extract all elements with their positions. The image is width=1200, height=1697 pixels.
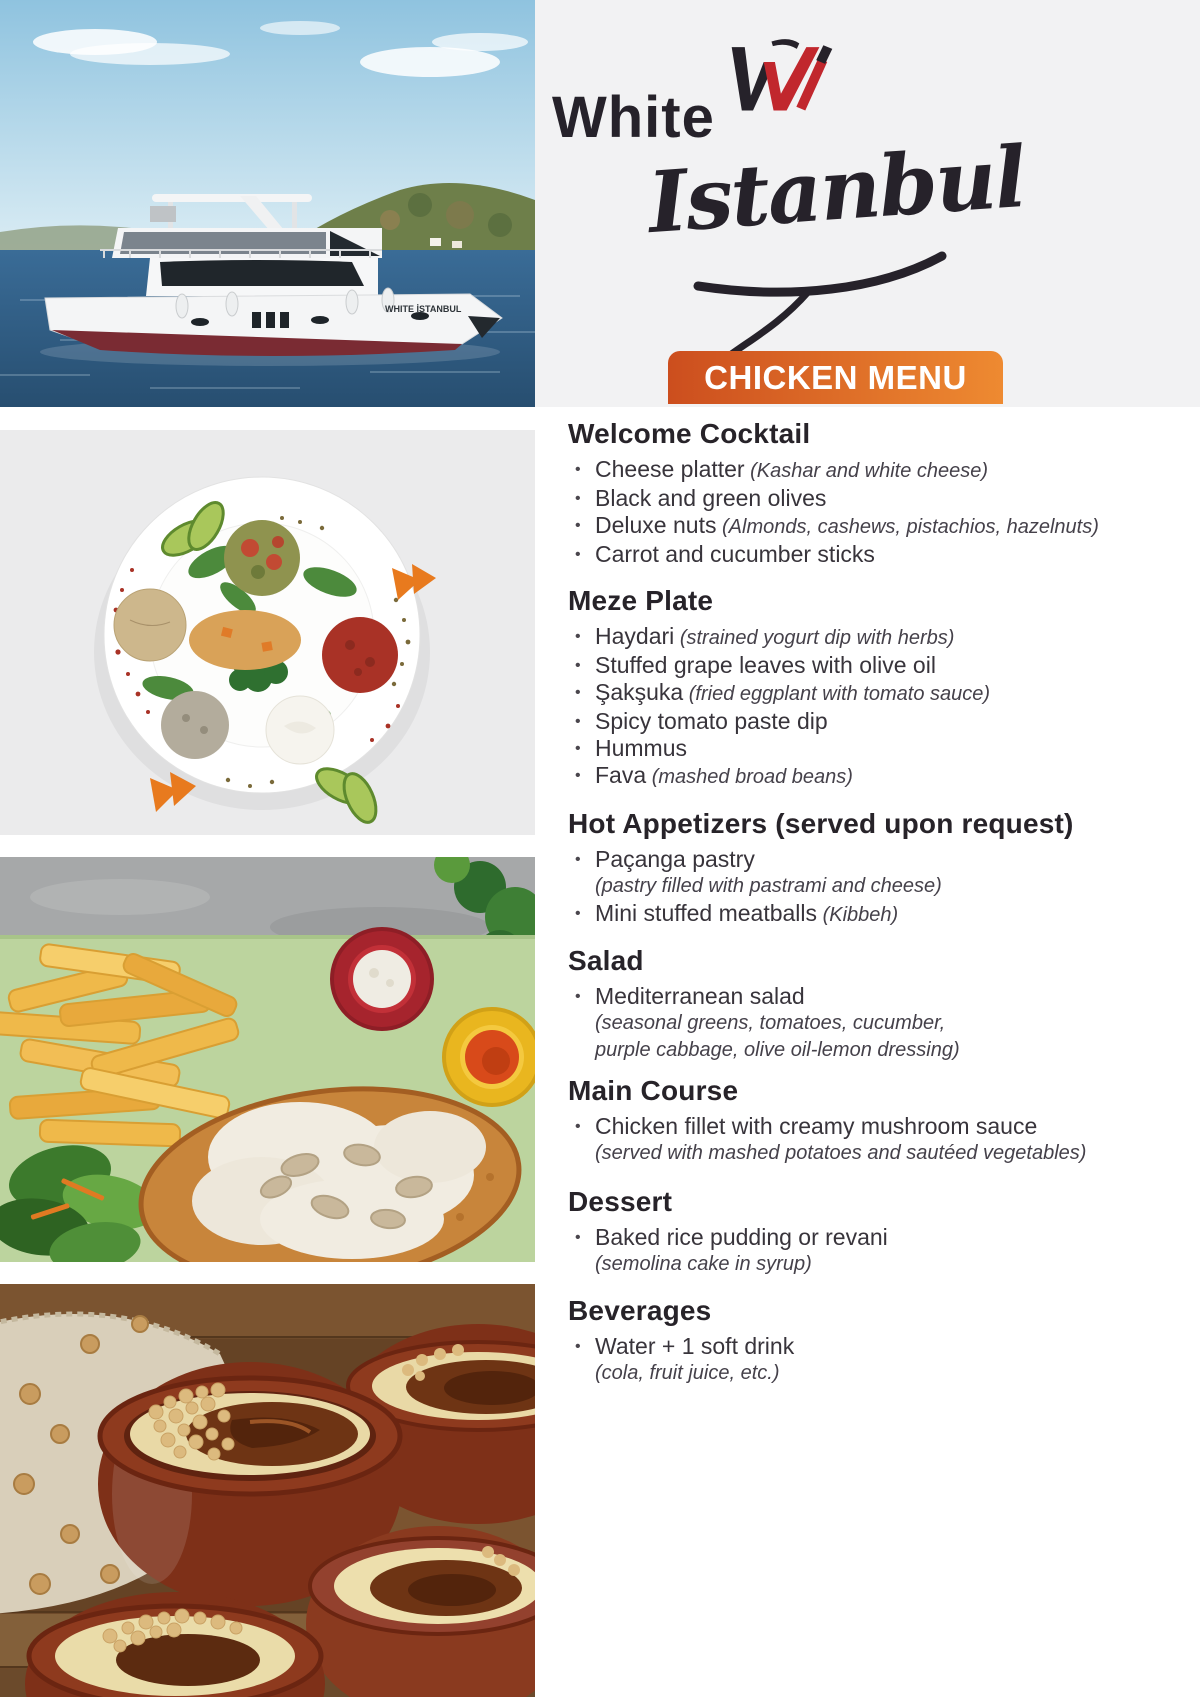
menu-section <box>568 418 1153 568</box>
menu-item <box>568 1333 1153 1387</box>
menu-item-text: Chicken fillet with creamy mushroom sauce <box>595 1113 1038 1139</box>
menu-item <box>568 623 1153 652</box>
menu-item-note-line: purple cabbage, olive oil-lemon dressing) <box>595 1039 960 1061</box>
menu-section-title: Welcome Cocktail <box>568 418 811 449</box>
bullet-icon: • <box>575 767 581 784</box>
yacht-photo <box>0 0 535 407</box>
menu-item-body <box>595 456 988 485</box>
menu-item-note: (Almonds, cashews, pistachios, hazelnuts) <box>716 516 1099 538</box>
menu-item-text: Stuffed grape leaves with olive oil <box>595 652 936 678</box>
bullet-icon: • <box>575 628 581 645</box>
brand-name-istanbul: Istanbul <box>645 126 1028 253</box>
menu-item-body <box>595 1113 1086 1167</box>
menu-item-note-line: (semolina cake in syrup) <box>595 1253 812 1275</box>
menu-item-body <box>595 846 942 900</box>
yellow-ramekin <box>444 1009 535 1105</box>
menu-item-text: Spicy tomato paste dip <box>595 708 828 734</box>
menu-item-text: Deluxe nuts <box>595 512 717 538</box>
menu-item-note: (Kashar and white cheese) <box>744 460 989 482</box>
menu-item-body <box>595 623 954 652</box>
menu-item-text: Cheese platter <box>595 456 745 482</box>
menu-sections <box>568 0 1153 1697</box>
bullet-icon: • <box>575 1118 581 1135</box>
menu-section <box>568 1075 1153 1167</box>
menu-section-title: Meze Plate <box>568 585 714 616</box>
yacht-illustration <box>0 0 535 407</box>
menu-section-title: Beverages <box>568 1295 712 1326</box>
menu-item-body <box>595 652 936 679</box>
menu-item-note: (Kibbeh) <box>817 904 899 926</box>
bullet-icon: • <box>575 684 581 701</box>
menu-item-note <box>595 1010 960 1064</box>
menu-item <box>568 652 1153 679</box>
menu-item <box>568 1224 1153 1278</box>
menu-item-note-line: (served with mashed potatoes and sautéed vegetables) <box>595 1142 1087 1164</box>
dessert-illustration <box>0 1284 535 1697</box>
menu-item <box>568 708 1153 735</box>
menu-item-note <box>595 1251 888 1278</box>
menu-item-body <box>595 735 687 762</box>
bullet-icon: • <box>575 713 581 730</box>
menu-item-body <box>595 900 898 929</box>
bullet-icon: • <box>575 517 581 534</box>
menu-item-note-line: (cola, fruit juice, etc.) <box>595 1362 780 1384</box>
menu-item <box>568 485 1153 512</box>
menu-item-body <box>595 541 875 568</box>
red-ramekin <box>332 929 432 1029</box>
menu-item <box>568 456 1153 485</box>
yacht-hull-caption: WHITE İSTANBUL <box>385 304 462 314</box>
chicken-illustration <box>0 857 535 1262</box>
menu-item-text: Mini stuffed meatballs <box>595 900 818 926</box>
menu-item-note-line: (seasonal greens, tomatoes, cucumber, <box>595 1012 946 1034</box>
menu-item-text: Black and green olives <box>595 485 827 511</box>
menu-section <box>568 1186 1153 1278</box>
menu-item-text: Paçanga pastry <box>595 846 755 872</box>
meze-illustration <box>0 430 535 835</box>
menu-item-body <box>595 1224 888 1278</box>
menu-item-text: Şakşuka <box>595 679 684 705</box>
menu-item <box>568 735 1153 762</box>
menu-item-note <box>595 1140 1086 1167</box>
bullet-icon: • <box>575 657 581 674</box>
bullet-icon: • <box>575 490 581 507</box>
bullet-icon: • <box>575 546 581 563</box>
menu-section <box>568 808 1153 929</box>
menu-item-note <box>595 1360 794 1387</box>
menu-item-note-line: (pastry filled with pastrami and cheese) <box>595 875 942 897</box>
menu-item-text: Carrot and cucumber sticks <box>595 541 875 567</box>
menu-section <box>568 1295 1153 1387</box>
brand-name-white: White <box>552 85 715 150</box>
menu-item-body <box>595 983 960 1064</box>
menu-item <box>568 541 1153 568</box>
menu-item-text: Water + 1 soft drink <box>595 1333 795 1359</box>
menu-section-title: Hot Appetizers (served upon request) <box>568 808 1074 839</box>
menu-item <box>568 762 1153 791</box>
menu-item-text: Hummus <box>595 735 688 761</box>
menu-item <box>568 512 1153 541</box>
menu-item-body <box>595 679 990 708</box>
menu-item-note: (strained yogurt dip with herbs) <box>674 627 955 649</box>
menu-item-body <box>595 708 828 735</box>
menu-item-body <box>595 485 826 512</box>
menu-item-note: (fried eggplant with tomato sauce) <box>683 683 991 705</box>
menu-item <box>568 1113 1153 1167</box>
bullet-icon: • <box>575 851 581 868</box>
chicken-dish-photo <box>0 857 535 1262</box>
bullet-icon: • <box>575 1338 581 1355</box>
menu-section-title: Salad <box>568 945 644 976</box>
menu-item-body <box>595 1333 794 1387</box>
meze-plate-photo <box>0 430 535 835</box>
bullet-icon: • <box>575 461 581 478</box>
bullet-icon: • <box>575 1229 581 1246</box>
menu-item-text: Baked rice pudding or revani <box>595 1224 888 1250</box>
menu-item-text: Mediterranean salad <box>595 983 805 1009</box>
menu-item-text: Haydari <box>595 623 675 649</box>
bullet-icon: • <box>575 740 581 757</box>
menu-item-note <box>595 873 942 900</box>
menu-item-body <box>595 512 1099 541</box>
menu-section <box>568 945 1153 1064</box>
dessert-photo <box>0 1284 535 1697</box>
menu-section <box>568 585 1153 791</box>
bullet-icon: • <box>575 905 581 922</box>
chicken-menu-banner-label: CHICKEN MENU <box>704 358 967 396</box>
menu-item <box>568 900 1153 929</box>
menu-item-text: Fava <box>595 762 647 788</box>
menu-item <box>568 846 1153 900</box>
menu-section-title: Dessert <box>568 1186 673 1217</box>
menu-item-body <box>595 762 853 791</box>
menu-item <box>568 983 1153 1064</box>
menu-item-note: (mashed broad beans) <box>646 766 853 788</box>
menu-item <box>568 679 1153 708</box>
menu-section-title: Main Course <box>568 1075 739 1106</box>
bullet-icon: • <box>575 988 581 1005</box>
